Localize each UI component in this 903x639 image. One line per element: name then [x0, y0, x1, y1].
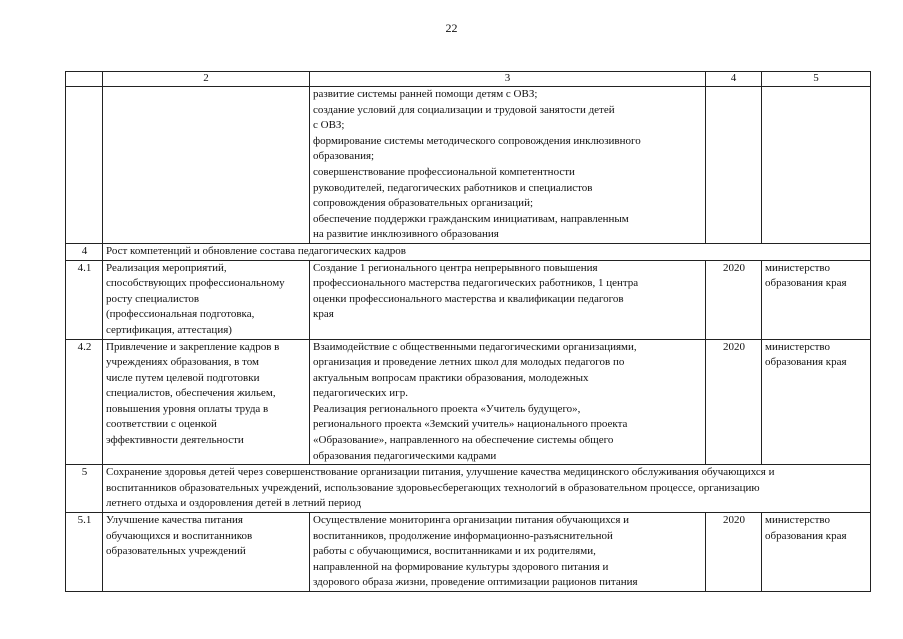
text-line: обучающихся и воспитанников: [106, 529, 253, 542]
text-line: воспитанников, продолжение информационно-разъяснительной: [313, 529, 613, 542]
page-number: 22: [445, 21, 458, 35]
measure-cell: [103, 513, 310, 592]
text-line: министерство: [765, 514, 831, 527]
activity-cell: [310, 87, 706, 244]
text-line: эффективности деятельности: [106, 434, 244, 447]
text-line: Осуществление мониторинга организации питания обучающихся и: [313, 514, 630, 527]
text-line: числе путем целевой подготовки: [106, 371, 260, 384]
text-line: образования;: [313, 150, 375, 163]
section-number: 4: [66, 243, 103, 260]
year-cell: 2020: [706, 260, 762, 339]
responsible-cell: [762, 260, 871, 339]
text-line: совершенствование профессиональной компетентности: [313, 165, 575, 178]
text-line: актуальным вопросам практики образования, молодежных: [313, 371, 589, 384]
text-line: Улучшение качества питания: [106, 514, 243, 527]
text-line: с ОВЗ;: [313, 119, 345, 132]
text-line: создание условий для социализации и трудовой занятости детей: [313, 103, 615, 116]
text-line: Привлечение и закрепление кадров в: [106, 340, 280, 353]
text-line: сертификация, аттестация): [106, 323, 232, 336]
year-cell: 2020: [706, 339, 762, 465]
table-row: [66, 87, 871, 244]
text-line: специалистов, обеспечения жильем,: [106, 387, 276, 400]
header-cell-2: 2: [103, 72, 310, 87]
text-line: оценки профессионального мастерства и квалификации педагогов: [313, 292, 624, 305]
year-cell: [706, 87, 762, 244]
text-line: сопровождения образовательных организаций;: [313, 197, 534, 210]
year-cell: 2020: [706, 513, 762, 592]
row-number: 4.2: [66, 339, 103, 465]
text-line: Сохранение здоровья детей через совершенствование организации питания, улучшение качества медицинского обслуживания обучающихся и: [106, 466, 775, 479]
text-line: министерство: [765, 340, 831, 353]
header-cell-3: 3: [310, 72, 706, 87]
measure-cell: [103, 339, 310, 465]
text-line: регионального проекта «Земский учитель» национального проекта: [313, 418, 628, 431]
text-line: образования края: [765, 529, 847, 542]
text-line: края: [313, 308, 334, 321]
activity-cell: [310, 260, 706, 339]
text-line: соответствии с оценкой: [106, 418, 217, 431]
section-title: [103, 465, 871, 513]
text-line: формирование системы методического сопровождения инклюзивного: [313, 134, 641, 147]
text-line: направленной на формирование культуры здорового питания и: [313, 560, 609, 573]
text-line: воспитанников образовательных учреждений, использование здоровьесберегающих технологий в образовательном процессе, организацию: [106, 481, 760, 494]
text-line: здорового образа жизни, проведение оптимизации рационов питания: [313, 576, 638, 589]
responsible-cell: [762, 513, 871, 592]
responsible-cell: [762, 87, 871, 244]
table-row: [66, 513, 871, 592]
text-line: развитие системы ранней помощи детям с ОВЗ;: [313, 88, 538, 100]
text-line: росту специалистов: [106, 292, 200, 305]
text-line: «Образование», направленного на обеспечение системы общего: [313, 434, 614, 447]
text-line: Реализация мероприятий,: [106, 261, 227, 274]
text-line: профессионального мастерства педагогических работников, 1 центра: [313, 277, 639, 290]
section-row: [66, 465, 871, 513]
text-line: учреждениях образования, в том: [106, 356, 259, 369]
row-number: 4.1: [66, 260, 103, 339]
table-row: [66, 339, 871, 465]
text-line: Создание 1 регионального центра непрерывного повышения: [313, 261, 598, 274]
text-line: повышения уровня оплаты труда в: [106, 402, 269, 415]
text-line: министерство: [765, 261, 831, 274]
section-number: 5: [66, 465, 103, 513]
activity-cell: [310, 513, 706, 592]
text-line: работы с обучающимися, воспитанниками и их родителями,: [313, 545, 596, 558]
responsible-cell: [762, 339, 871, 465]
section-row: [66, 243, 871, 260]
section-title: Рост компетенций и обновление состава педагогических кадров: [103, 243, 871, 260]
text-line: летнего отдыха и оздоровления детей в летний период: [106, 497, 362, 510]
text-line: (профессиональная подготовка,: [106, 308, 255, 321]
text-line: организация и проведение летних школ для молодых педагогов по: [313, 356, 625, 369]
text-line: на развитие инклюзивного образования: [313, 228, 499, 241]
table-header-row: [66, 72, 871, 87]
text-line: педагогических игр.: [313, 387, 408, 400]
header-cell-4: 4: [706, 72, 762, 87]
text-line: руководителей, педагогических работников и специалистов: [313, 181, 593, 194]
text-line: образования педагогическими кадрами: [313, 449, 497, 462]
text-line: Реализация регионального проекта «Учитель будущего»,: [313, 402, 581, 415]
measure-cell: [103, 260, 310, 339]
text-line: обеспечение поддержки гражданским инициативам, направленным: [313, 212, 629, 225]
measure-cell: [103, 87, 310, 244]
text-line: образовательных учреждений: [106, 545, 246, 558]
table-row: [66, 260, 871, 339]
row-number: [66, 87, 103, 244]
text-line: способствующих профессиональному: [106, 277, 285, 290]
header-cell-5: 5: [762, 72, 871, 87]
text-line: образования края: [765, 356, 847, 369]
row-number: 5.1: [66, 513, 103, 592]
text-line: Взаимодействие с общественными педагогическими организациями,: [313, 340, 637, 353]
text-line: образования края: [765, 277, 847, 290]
measures-table: [65, 71, 871, 592]
header-cell-1: [66, 72, 103, 87]
activity-cell: [310, 339, 706, 465]
